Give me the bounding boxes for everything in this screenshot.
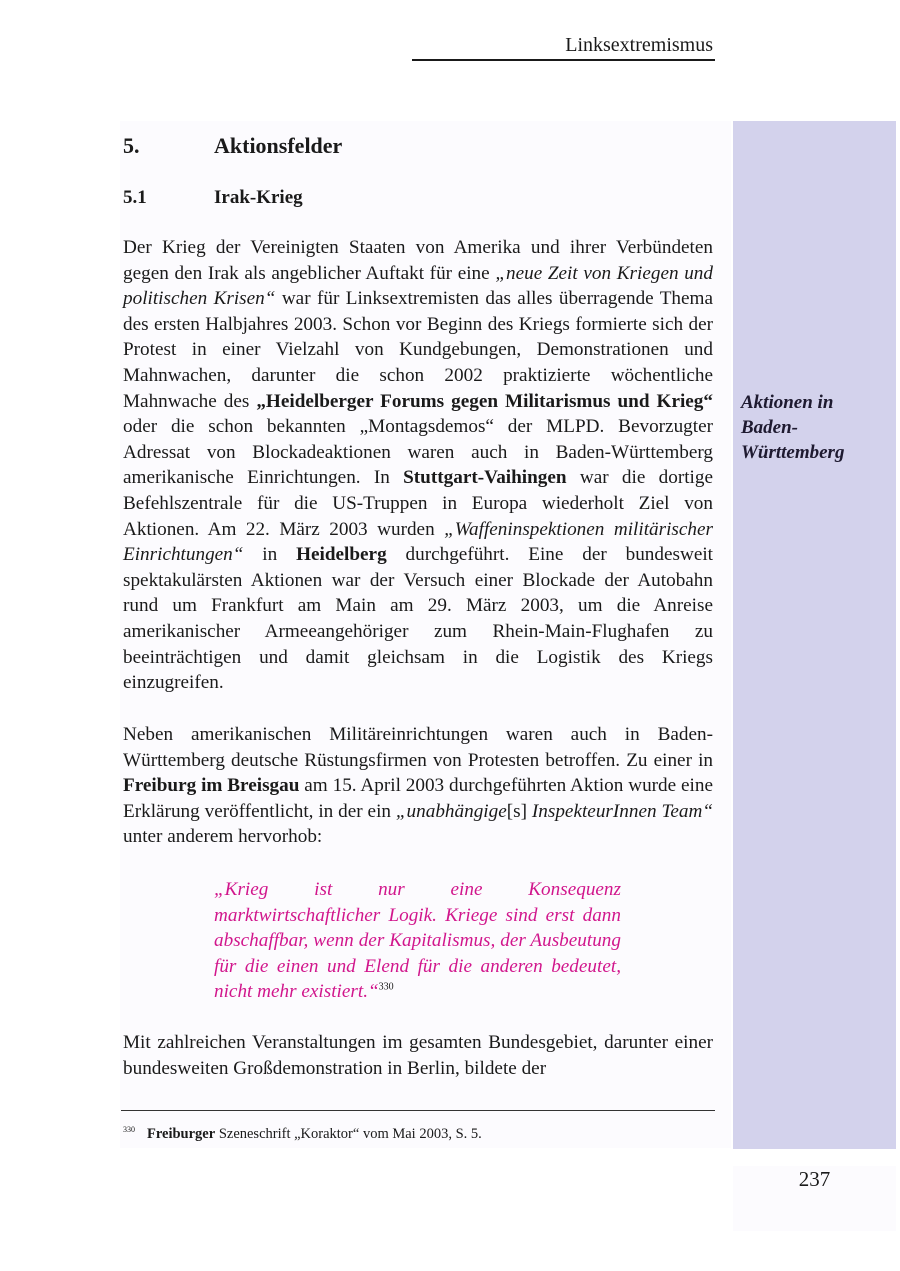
margin-note: Aktionen in Baden-Württemberg	[741, 392, 845, 463]
footnote-number: 330	[123, 1125, 135, 1134]
footnote-text: Szeneschrift „Koraktor“ vom Mai 2003, S. 5.	[215, 1125, 482, 1142]
p1-bold-2: Stuttgart-Vaihingen	[403, 467, 567, 489]
p1-text-3: oder die schon bekannten „Montagsdemos“ der MLPD. Bevorzugter Adressat von Blockadeaktionen waren auch in Baden-Württemberg amerikanische Einrichtungen. In	[123, 416, 713, 489]
section-title: Aktionsfelder	[214, 133, 343, 158]
p1-bold-3: Heidelberg	[296, 544, 387, 566]
p2-italic-1: „unabhängige	[395, 800, 507, 822]
p1-italic-1: „neue Zeit von Kriegen und politischen Krisen“	[123, 262, 713, 310]
page-number: 237	[798, 1167, 831, 1191]
p1-text-6: durchgeführt. Eine der bundesweit spektakulärsten Aktionen war der Versuch einer Blockade der Autobahn rund um Frankfurt am Main am 29. März 2003, um die Anreise amerikanischer Armeeangehöriger zum Rhein-Main-Flughafen zu beeinträchtigen und damit gleichsam in die Logistik des Kriegs einzugreifen.	[123, 544, 713, 694]
subsection-number: 5.1	[123, 187, 147, 208]
p2-italic-2: InspekteurInnen Team“	[531, 800, 713, 822]
quote-text: „Krieg ist nur eine Konsequenz marktwirtschaftlicher Logik. Kriege sind erst dann abschaffbar, wenn der Kapitalismus, der Ausbeutung für die einen und Elend für die anderen bedeutet, nicht mehr existiert.“	[214, 879, 621, 1003]
footnote	[123, 1121, 713, 1143]
paragraph-2	[123, 722, 713, 850]
p1-italic-2: „Waffeninspektionen militärischer Einrichtungen“	[123, 518, 713, 566]
p2-text-4: unter anderem hervorhob:	[123, 826, 323, 848]
paragraph-1	[123, 235, 713, 696]
p1-text-1: Der Krieg der Vereinigten Staaten von Amerika und ihrer Verbündeten gegen den Irak als angeblicher Auftakt für eine	[123, 237, 713, 284]
block-quote	[214, 877, 621, 1005]
p1-text-5: in	[243, 544, 297, 566]
p2-text-2: am 15. April 2003 durchgeführten Aktion wurde eine Erklärung veröffentlicht, in der ein	[123, 775, 713, 822]
p2-bold-1: Freiburg im Breisgau	[123, 775, 300, 797]
p1-text-4: war die dortige Befehlszentrale für die US-Truppen in Europa wiederholt Ziel von Aktionen. Am 22. März 2003 wurden	[123, 467, 713, 540]
running-header: Linksextremismus	[565, 34, 713, 56]
paragraph-3: Mit zahlreichen Veranstaltungen im gesamten Bundesgebiet, darunter einer bundesweiten Großdemonstration in Berlin, bildete der	[123, 1032, 713, 1079]
section-number: 5.	[123, 133, 140, 158]
p2-text-3: [s]	[506, 800, 532, 822]
footnote-rule	[121, 1110, 715, 1111]
p2-text-1: Neben amerikanischen Militäreinrichtungen waren auch in Baden-Württemberg deutsche Rüstungsfirmen von Protesten betroffen. Zu einer in	[123, 724, 713, 771]
footnote-source: Freiburger	[147, 1125, 216, 1142]
margin-column	[733, 121, 896, 1149]
footnote-ref: 330	[378, 981, 394, 993]
header-rule	[412, 59, 715, 61]
subsection-title: Irak-Krieg	[214, 187, 303, 208]
p1-bold-1: „Heidelberger Forums gegen Militarismus und Krieg“	[256, 390, 713, 412]
p1-text-2: war für Linksextremisten das alles überragende Thema des ersten Halbjahres 2003. Schon vor Beginn des Kriegs formierte sich der Protest in einer Vielzahl von Kundgebungen, Demonstrationen und Mahnwachen, darunter die schon 2002 praktizierte wöchentliche Mahnwache des	[123, 288, 713, 412]
